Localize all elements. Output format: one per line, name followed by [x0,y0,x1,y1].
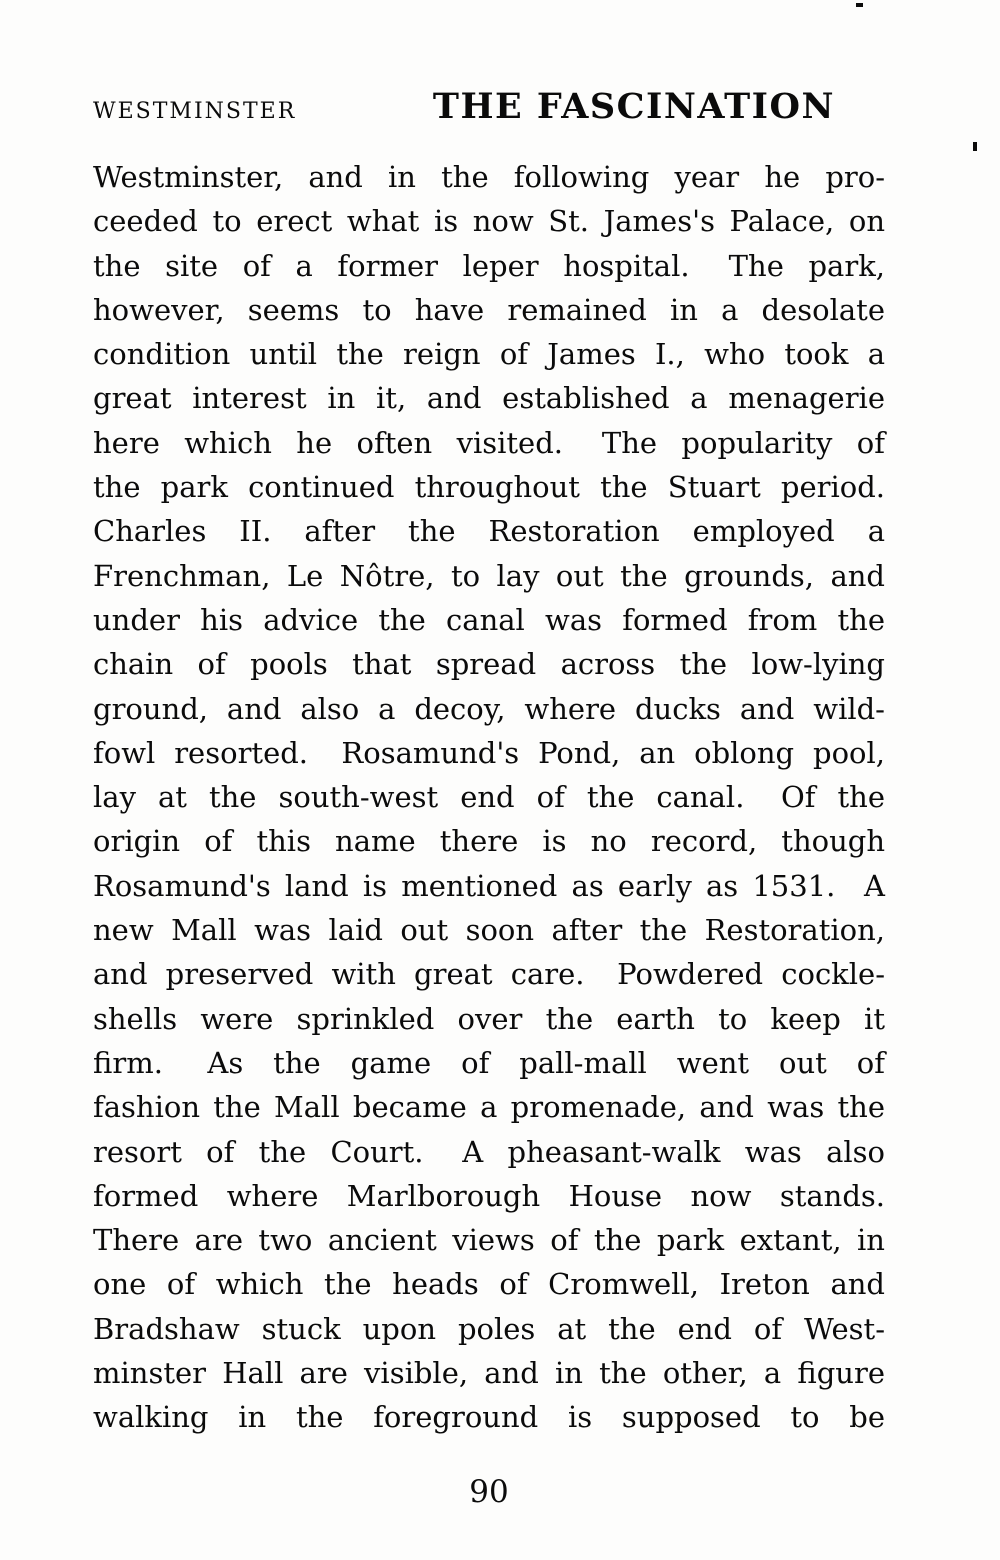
text-line: shells were sprinkled over the earth to keep it [93,1001,885,1036]
text-line: firm. As the game of pall-mall went out of [93,1045,885,1080]
text-line: fowl resorted. Rosamund's Pond, an oblong pool, [93,735,885,770]
text-line: walking in the foreground is supposed to be [93,1400,885,1435]
body-text [93,155,885,1440]
text-line: however, seems to have remained in a desolate [93,292,885,327]
text-line: minster Hall are visible, and in the other, a figure [93,1356,885,1391]
text-line: new Mall was laid out soon after the Restoration, [93,913,885,948]
running-head: WESTMINSTER [93,99,297,124]
text-line: Westminster, and in the following year he pro- [93,160,885,194]
text-line: one of which the heads of Cromwell, Ireton and [93,1267,885,1302]
text-line: great interest in it, and established a menagerie [93,381,885,416]
page-number: 90 [469,1474,509,1510]
text-line: under his advice the canal was formed from the [93,602,885,637]
text-line: the park continued throughout the Stuart period. [93,470,885,505]
scan-speck-right-edge [973,142,977,151]
text-line: and preserved with great care. Powdered cockle- [93,957,885,992]
text-line: There are two ancient views of the park extant, in [93,1223,885,1258]
text-line: ground, and also a decoy, where ducks and wild- [93,691,885,726]
text-line: Frenchman, Le Nôtre, to lay out the grounds, and [93,558,885,593]
page-header [93,86,885,127]
text-line: fashion the Mall became a promenade, and was the [93,1090,885,1125]
text-line: the site of a former leper hospital. The park, [93,248,885,283]
text-line: ceeded to erect what is now St. James's Palace, on [93,204,885,239]
text-line: lay at the south-west end of the canal. Of the [93,780,885,815]
text-line: resort of the Court. A pheasant-walk was also [93,1134,885,1169]
section-title: THE FASCINATION [432,86,835,127]
text-line: Rosamund's land is mentioned as early as 1531. A [93,868,885,903]
text-line: chain of pools that spread across the low-lying [93,647,885,682]
text-line: condition until the reign of James I., who took a [93,337,885,372]
text-line: formed where Marlborough House now stands. [93,1178,885,1213]
text-line: Bradshaw stuck upon poles at the end of West- [93,1311,885,1346]
text-line: here which he often visited. The popularity of [93,425,885,460]
scan-speck-top-right [856,3,863,7]
text-line: Charles II. after the Restoration employed a [93,514,885,549]
text-line: origin of this name there is no record, though [93,824,885,859]
